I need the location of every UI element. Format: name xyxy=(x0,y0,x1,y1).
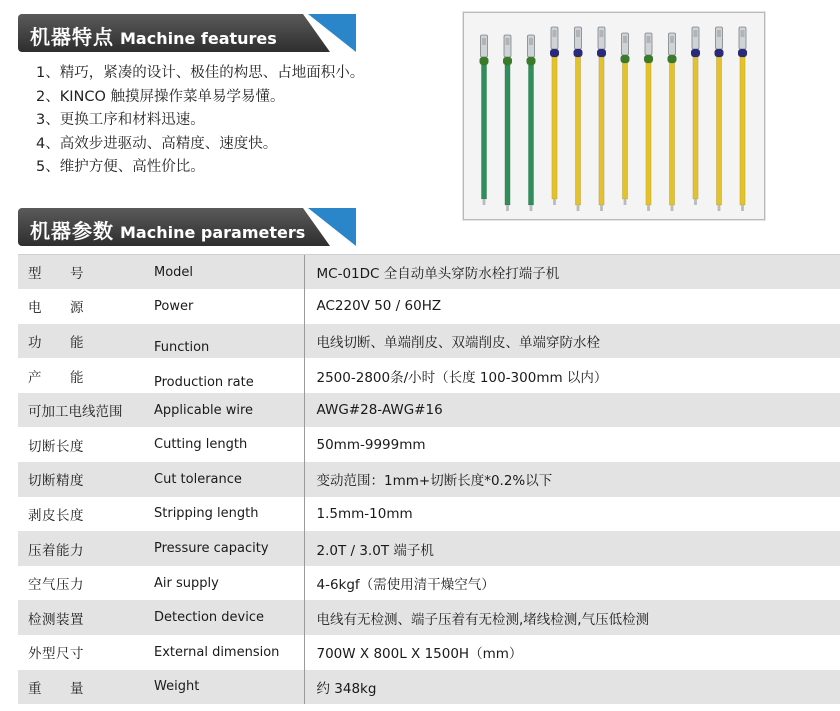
param-name-en: Cutting length xyxy=(154,437,248,453)
features-title-cn: 机器特点 xyxy=(30,25,114,49)
table-row xyxy=(18,497,840,532)
param-name-en: Model xyxy=(144,255,304,290)
wire-with-terminal xyxy=(691,27,700,205)
features-list xyxy=(36,62,456,180)
param-name-cn: 型 号 xyxy=(18,255,144,290)
features-header xyxy=(18,14,336,52)
params-header xyxy=(18,208,336,246)
param-name-cn: 可加工电线范围 xyxy=(28,404,123,421)
feature-item: 1、精巧，紧凑的设计、极佳的构思、占地面积小。 xyxy=(36,65,365,81)
param-value: 2500-2800条/小时（长度 100-300mm 以内） xyxy=(304,358,840,393)
feature-item: 5、维护方便、高性价比。 xyxy=(36,159,205,175)
features-title-en: Machine features xyxy=(120,29,277,48)
wire-with-terminal xyxy=(597,27,606,211)
param-name-cn: 剥皮长度 xyxy=(28,507,84,524)
param-name-en: Power xyxy=(154,298,194,314)
param-value: 电线有无检测、端子压着有无检测,堵线检测,气压低检测 xyxy=(304,600,840,635)
table-row xyxy=(18,289,840,324)
wires-illustration xyxy=(464,13,766,221)
param-value: 变动范围：1mm+切断长度*0.2%以下 xyxy=(304,462,840,497)
feature-item: 2、KINCO 触摸屏操作菜单易学易懂。 xyxy=(36,88,285,105)
param-value: 约 348kg xyxy=(304,670,840,705)
param-value: 电线切断、单端削皮、双端削皮、单端穿防水栓 xyxy=(304,324,840,359)
table-row xyxy=(18,427,840,462)
feature-item: 4、高效步进驱动、高精度、速度快。 xyxy=(36,135,278,152)
param-value: MC-01DC 全自动单头穿防水栓打端子机 xyxy=(304,255,840,290)
param-name-en: Weight xyxy=(154,679,200,695)
table-row xyxy=(18,462,840,497)
param-name-en: Applicable wire xyxy=(154,402,254,418)
param-value: 700W X 800L X 1500H（mm） xyxy=(304,635,840,670)
table-row xyxy=(18,393,840,428)
param-name-en: Air supply xyxy=(154,575,219,591)
param-name-en: Pressure capacity xyxy=(154,541,269,557)
params-table xyxy=(18,254,840,704)
param-value: 2.0T / 3.0T 端子机 xyxy=(304,531,840,566)
table-row xyxy=(18,324,840,359)
wire-with-terminal xyxy=(550,27,559,205)
wire-with-terminal xyxy=(621,33,630,205)
param-name-cn: 切断长度 xyxy=(28,438,84,455)
table-row xyxy=(18,600,840,635)
param-name-en: Cut tolerance xyxy=(154,471,242,487)
params-title-cn: 机器参数 xyxy=(30,219,114,243)
wire-with-terminal xyxy=(715,27,724,211)
features-title xyxy=(30,21,277,50)
param-name-cn: 压着能力 xyxy=(28,542,84,559)
wire-with-terminal xyxy=(668,33,677,211)
param-value: AWG#28-AWG#16 xyxy=(304,393,840,428)
param-name-cn: 外型尺寸 xyxy=(28,646,84,663)
param-name-en: Stripping length xyxy=(154,506,259,522)
param-name-cn: 检测装置 xyxy=(28,611,84,628)
wire-with-terminal xyxy=(644,33,653,211)
table-row xyxy=(18,670,840,705)
param-name-en: Production rate xyxy=(154,374,254,390)
table-row xyxy=(18,531,840,566)
wire-with-terminal xyxy=(503,35,512,211)
param-value: 4-6kgf（需使用清干燥空气） xyxy=(304,566,840,601)
param-name-en: Function xyxy=(154,340,210,356)
param-name-en: External dimension xyxy=(154,644,280,660)
table-row xyxy=(18,566,840,601)
param-name-cn: 切断精度 xyxy=(28,473,84,490)
wire-with-terminal xyxy=(738,27,747,211)
param-name-cn: 重 量 xyxy=(28,680,84,697)
param-name-cn: 功 能 xyxy=(28,334,84,351)
param-value: 50mm-9999mm xyxy=(304,427,840,462)
wire-with-terminal xyxy=(574,27,583,211)
table-row xyxy=(18,358,840,393)
param-value: 1.5mm-10mm xyxy=(304,497,840,532)
params-title-en: Machine parameters xyxy=(120,223,306,242)
param-name-cn: 产 能 xyxy=(28,369,84,386)
feature-item: 3、更换工序和材料迅速。 xyxy=(36,112,205,128)
param-name-cn: 电 源 xyxy=(28,300,84,317)
table-row xyxy=(18,255,840,290)
wire-with-terminal xyxy=(480,35,489,205)
params-title xyxy=(30,215,305,244)
param-name-en: Detection device xyxy=(154,610,264,626)
table-row xyxy=(18,635,840,670)
param-name-cn: 空气压力 xyxy=(28,577,84,594)
product-photo xyxy=(463,12,765,220)
param-value: AC220V 50 / 60HZ xyxy=(304,289,840,324)
wire-with-terminal xyxy=(527,35,536,211)
